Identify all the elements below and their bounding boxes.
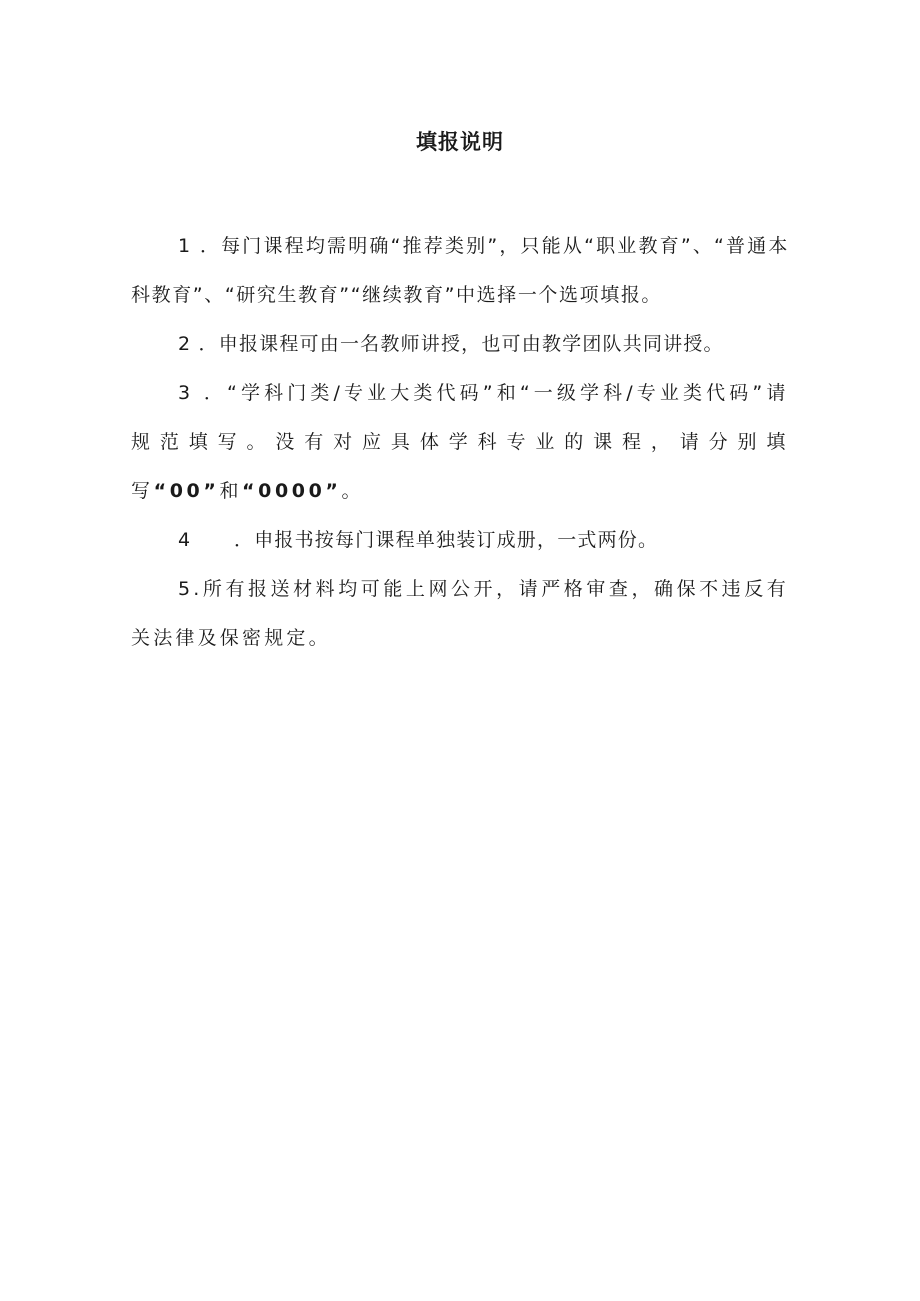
item-number: 4 — [178, 529, 192, 551]
item-text: ．“学科门类/专业大类代码”和“一级学科/专业类代码”请规范填写。没有对应具体学科专业的课程，请分别填写 — [131, 382, 789, 502]
instruction-item-4 — [131, 516, 789, 565]
item-text: ．申报课程可由一名教师讲授，也可由教学团队共同讲授。 — [198, 333, 724, 355]
item-number: 3 — [178, 382, 194, 404]
page-title: 填报说明 — [416, 130, 504, 154]
item-number: 5 — [178, 578, 194, 600]
item-number: 2 — [178, 333, 192, 355]
item-text: .所有报送材料均可能上网公开，请严格审查，确保不违反有关法律及保密规定。 — [131, 578, 789, 649]
instruction-item-2 — [131, 320, 789, 369]
item-number: 1 — [178, 235, 192, 257]
instruction-list — [131, 222, 789, 663]
instruction-item-3 — [131, 369, 789, 516]
item-text: 。 — [341, 480, 365, 502]
item-text: ．每门课程均需明确“推荐类别”，只能从“职业教育”、“普通本科教育”、“研究生教育”“继续教育”中选择一个选项填报。 — [131, 235, 790, 306]
item-text: ．申报书按每门课程单独装订成册，一式两份。 — [234, 529, 659, 551]
code-value: “0000” — [242, 480, 342, 502]
code-value: “00” — [153, 480, 220, 502]
item-text: 和 — [219, 480, 243, 502]
instruction-item-1 — [131, 222, 789, 320]
instruction-item-5 — [131, 565, 789, 663]
